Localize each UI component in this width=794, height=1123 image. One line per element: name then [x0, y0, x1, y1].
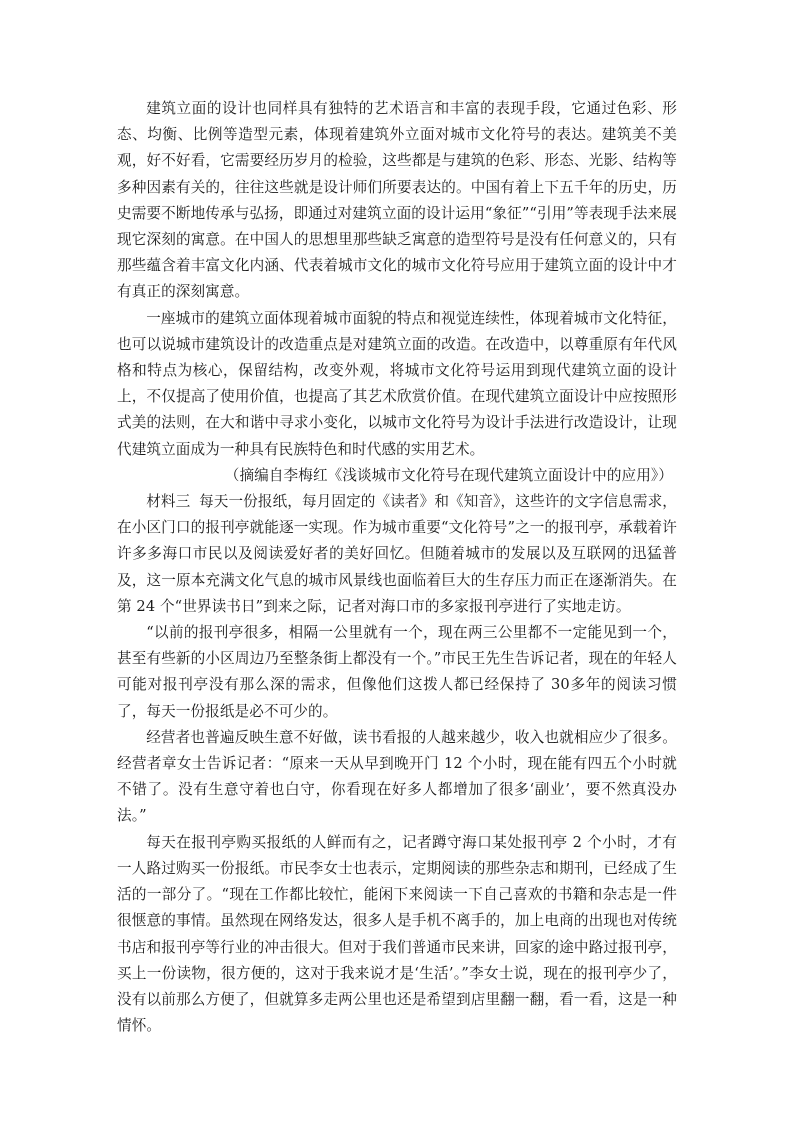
paragraph-material-three [117, 489, 677, 620]
source-citation: （摘编自李梅红《浅谈城市文化符号在现代建筑立面设计中的应用》） [224, 466, 673, 484]
paragraph-facade-design: 建筑立面的设计也同样具有独特的艺术语言和丰富的表现手段，它通过色彩、形态、均衡、比例等造型元素，体现着建筑外立面对城市文化符号的表达。建筑美不美观，好不好看，它需要经历岁月的检验，这些都是与建筑的色彩、形态、光影、结构等多种因素有关的，往往这些就是设计师们所要表达的。中国有着上下五千年的历史，历史需要不断地传承与弘扬，即通过对建筑立面的设计运用“象征”“引用”等表现手法来展现它深刻的寓意。在中国人的思想里那些缺乏寓意的造型符号是没有任何意义的，只有那些蕴含着丰富文化内涵、代表着城市文化的城市文化符号应用于建筑立面的设计中才有真正的深刻寓意。 [117, 100, 677, 301]
material-three-text: 每天一份报纸，每月固定的《读者》和《知音》，这些许的文字信息需求，在小区门口的报刊亭就能逐一实现。作为城市重要“文化符号”之一的报刊亭，承载着许许多多海口市民以及阅读爱好者的美好回忆。但随着城市的发展以及互联网的迅猛普及，这一原本充满文化气息的城市风景线也面临着巨大的生存压力而正在逐渐消失。在第 24 个“世界读书日”到来之际，记者对海口市的多家报刊亭进行了实地走访。 [117, 493, 677, 615]
paragraph-resident-wang: “以前的报刊亭很多，相隔一公里就有一个，现在两三公里都不一定能见到一个，甚至有些新的小区周边乃至整条街上都没有一个。”市民王先生告诉记者，现在的年轻人可能对报刊亭没有那么深的需求，但像他们这拨人都已经保持了 30多年的阅读习惯了，每天一份报纸是必不可少的。 [117, 624, 677, 720]
paragraph-resident-li: 每天在报刊亭购买报纸的人鲜而有之，记者蹲守海口某处报刊亭 2 个小时，才有一人路过购买一份报纸。市民李女士也表示，定期阅读的那些杂志和期刊，已经成了生活的一部分了。“现在工作都比较忙，能闲下来阅读一下自己喜欢的书籍和杂志是一件很惬意的事情。虽然现在网络发达，很多人是手机不离手的，加上电商的出现也对传统书店和报刊亭等行业的冲击很大。但对于我们普通市民来讲，回家的途中路过报刊亭，买上一份读物，很方便的，这对于我来说才是‘生活’。”李女士说，现在的报刊亭少了，没有以前那么方便了，但就算多走两公里也还是希望到店里翻一翻，看一看，这是一种情怀。 [117, 833, 677, 1035]
material-three-label: 材料三 [146, 493, 191, 511]
paragraph-operator-zhang: 经营者也普遍反映生意不好做，读书看报的人越来越少，收入也就相应少了很多。经营者章女士告诉记者：“原来一天从早到晚开门 12 个小时，现在能有四五个小时就不错了。没有生意守着也白守，你看现在好多人都增加了很多‘副业’，要不然真没办法。” [117, 728, 677, 825]
document-body [117, 96, 677, 1039]
paragraph-facade-renovation: 一座城市的建筑立面体现着城市面貌的特点和视觉连续性，体现着城市文化特征，也可以说城市建筑设计的改造重点是对建筑立面的改造。在改造中，以尊重原有年代风格和特点为核心，保留结构，改变外观，将城市文化符号运用到现代建筑立面的设计上，不仅提高了使用价值，也提高了其艺术欣赏价值。在现代建筑立面设计中应按照形式美的法则，在大和谐中寻求小变化，以城市文化符号为设计手法进行改造设计，让现代建筑立面成为一种具有民族特色和时代感的实用艺术。 [117, 309, 677, 458]
